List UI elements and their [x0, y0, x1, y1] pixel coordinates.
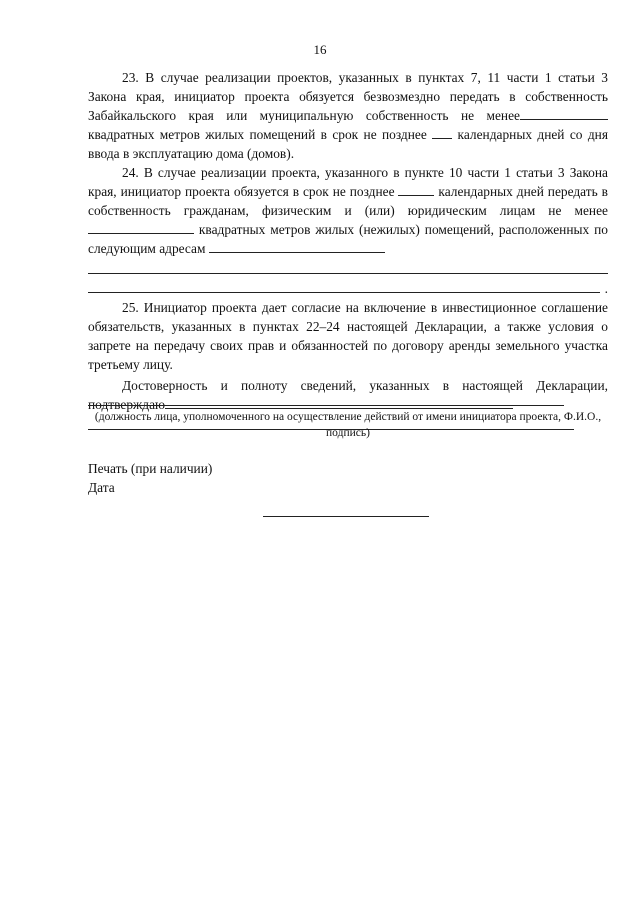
date-label: Дата: [88, 480, 115, 495]
page-number: 16: [313, 42, 327, 57]
paragraph-24-part-b: календарных дней передать в собственность гражданам, физическим и (или) юридическим лицам не менее: [88, 184, 608, 218]
address-line-2[interactable]: [88, 279, 600, 293]
confirmation-blank[interactable]: [165, 395, 513, 409]
address-line-2-row: [88, 279, 608, 297]
area-blank-2[interactable]: [88, 220, 194, 234]
paragraph-23-part-b: квадратных метров жилых помещений в срок не позднее: [88, 127, 433, 142]
address-line-1[interactable]: [88, 260, 608, 274]
address-end-punct: .: [604, 281, 608, 296]
closing-rule: [263, 516, 429, 517]
paragraph-25: [88, 298, 608, 374]
stamp-date-block: [88, 459, 212, 497]
paragraph-23-part-c: календарных дней со дня ввода в эксплуатацию дома (домов).: [88, 127, 608, 161]
address-blank[interactable]: [209, 239, 385, 253]
confirmation-text: Достоверность и полноту сведений, указанных в настоящей Декларации, подтверждаю: [88, 378, 608, 412]
area-blank[interactable]: [520, 106, 608, 120]
paragraph-23: [88, 68, 608, 163]
paragraph-25-text: 25. Инициатор проекта дает согласие на включение в инвестиционное соглашение обязательств, указанных в пунктах 22–24 настоящей Декларации, а также условия о запрете на передачу своих прав и обязанностей по договору аренды земельного участка третьему лицу.: [88, 300, 608, 372]
stamp-label: Печать (при наличии): [88, 461, 213, 476]
declaration-body: [88, 68, 608, 435]
signature-line[interactable]: [88, 405, 564, 406]
paragraph-23-part-a: 23. В случае реализации проектов, указанных в пунктах 7, 11 части 1 статьи 3 Закона края, инициатор проекта обязуется безвозмездно передать в собственность Забайкальского края или муниципальную собственность не менее: [88, 70, 608, 123]
paragraph-24-part-c: квадратных метров жилых (нежилых) помещений, расположенных по следующим адресам: [88, 222, 608, 256]
signature-caption: (должность лица, уполномоченного на осуществление действий от имени инициатора проекта, Ф.И.О., подпись): [94, 411, 602, 439]
deadline-blank[interactable]: [398, 182, 434, 196]
paragraph-24-part-a: 24. В случае реализации проекта, указанного в пункте 10 части 1 статьи 3 Закона края, инициатор проекта обязуется в срок не позднее: [88, 165, 608, 199]
days-blank[interactable]: [432, 125, 452, 139]
paragraph-24: [88, 163, 608, 258]
